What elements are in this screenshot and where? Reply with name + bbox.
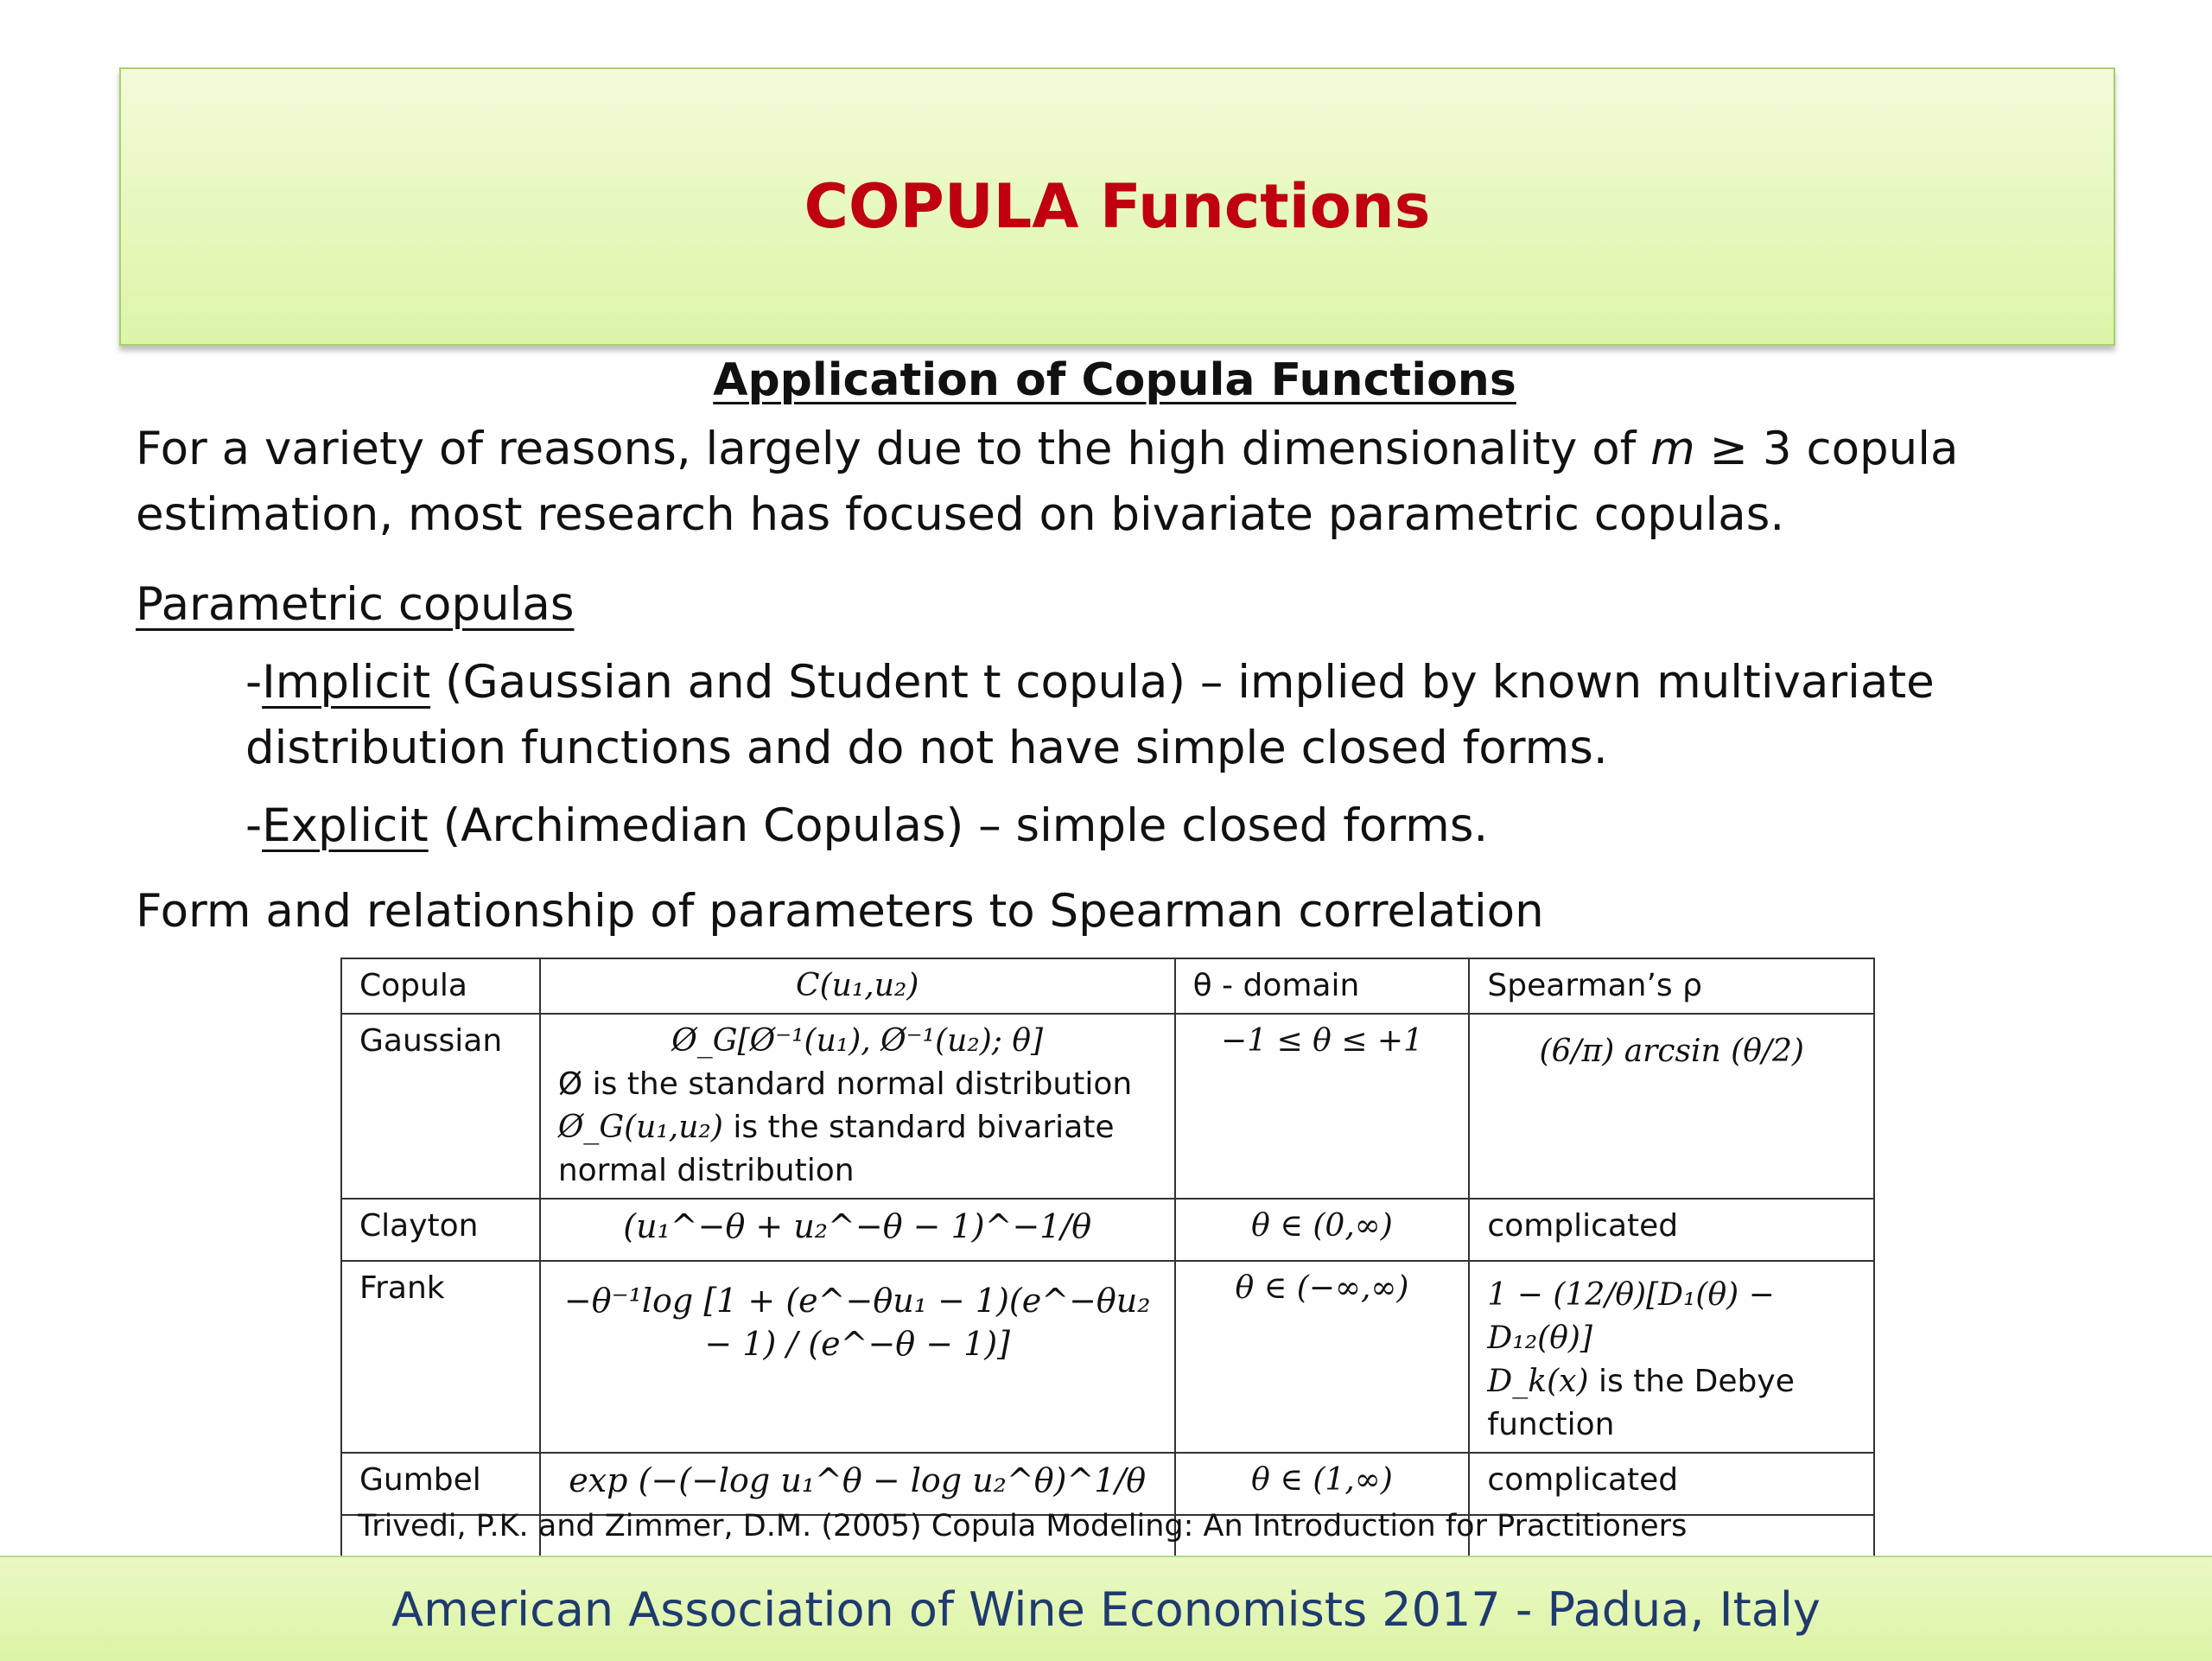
row-name: Gumbel: [341, 1453, 540, 1515]
header-spearman: Spearman’s ρ: [1469, 958, 1874, 1014]
header-copula: Copula: [341, 958, 540, 1014]
row-formula: exp (−(−log u₁^θ − log u₂^θ)^1/θ: [540, 1453, 1175, 1515]
citation: Trivedi, P.K. and Zimmer, D.M. (2005) Copula Modeling: An Introduction for Practitioners: [358, 1509, 1688, 1543]
row-domain: θ ∈ (−∞,∞): [1175, 1261, 1470, 1453]
explicit-label: Explicit: [262, 799, 429, 852]
slide-title: COPULA Functions: [804, 171, 1431, 242]
row-name: Frank: [341, 1261, 540, 1453]
header-c-function: C(u₁,u₂): [540, 958, 1175, 1014]
row-formula: −θ⁻¹log [1 + (e^−θu₁ − 1)(e^−θu₂ − 1) / (e^−θ − 1)]: [540, 1261, 1175, 1453]
footer-banner: [0, 1556, 2212, 1661]
copula-table: [340, 958, 1875, 1569]
row-spearman: complicated: [1469, 1199, 1874, 1261]
explicit-dash: -: [245, 799, 263, 852]
table-row: [341, 1199, 1874, 1261]
table-row: [341, 1453, 1874, 1515]
explicit-text: (Archimedian Copulas) – simple closed forms.: [428, 799, 1489, 852]
form-relationship-text: Form and relationship of parameters to Spearman correlation: [136, 885, 1544, 938]
row-note-text: is the standard bivariate normal distribution: [557, 1110, 1115, 1188]
intro-text-b: ≥ 3 copula estimation, most research has focused on bivariate parametric copulas.: [136, 423, 1959, 541]
parametric-heading: [136, 572, 574, 638]
row-domain: θ ∈ (0,∞): [1175, 1199, 1470, 1261]
row-formula: Ø_G[Ø⁻¹(u₁), Ø⁻¹(u₂); θ]: [671, 1023, 1044, 1059]
row-note-math: D_k(x): [1487, 1364, 1589, 1399]
row-spearman: 1 − (12/θ)[D₁(θ) − D₁₂(θ)]: [1487, 1277, 1775, 1356]
row-note-math: Ø_G(u₁,u₂): [557, 1110, 723, 1145]
table-row: [341, 1261, 1874, 1453]
row-spearman: (6/π) arcsin (θ/2): [1469, 1014, 1874, 1199]
row-name: Clayton: [341, 1199, 540, 1261]
table-row: [341, 1014, 1874, 1199]
section-heading-text: Application of Copula Functions: [713, 354, 1516, 406]
row-note-text: is the Debye function: [1487, 1364, 1795, 1442]
implicit-text: (Gaussian and Student t copula) – implied by known multivariate distribution functions and do not have simple closed forms.: [245, 656, 1935, 774]
row-spearman: complicated: [1469, 1453, 1874, 1515]
explicit-item: [245, 793, 1488, 859]
table-header-row: [341, 958, 1874, 1014]
intro-text-a: For a variety of reasons, largely due to the high dimensionality of: [136, 423, 1651, 475]
row-name: Gaussian: [341, 1014, 540, 1199]
row-domain: θ ∈ (1,∞): [1175, 1453, 1470, 1515]
row-note: [558, 1106, 1157, 1193]
implicit-item: [245, 650, 2146, 781]
header-theta-domain: θ - domain: [1175, 958, 1470, 1014]
row-spearman-cell: [1469, 1261, 1874, 1453]
implicit-dash: -: [245, 656, 263, 709]
row-formula-cell: [540, 1014, 1175, 1199]
row-formula: (u₁^−θ + u₂^−θ − 1)^−1/θ: [540, 1199, 1175, 1261]
intro-paragraph: [136, 417, 2123, 548]
title-banner: [119, 67, 2115, 346]
intro-m-symbol: m: [1650, 423, 1695, 475]
row-domain: −1 ≤ θ ≤ +1: [1175, 1014, 1470, 1199]
row-note: Ø is the standard normal distribution: [557, 1066, 1133, 1102]
implicit-label: Implicit: [262, 656, 431, 709]
parametric-heading-text: Parametric copulas: [136, 578, 575, 631]
footer-text: American Association of Wine Economists 2017 - Padua, Italy: [391, 1581, 1821, 1637]
section-heading: [0, 354, 2212, 406]
